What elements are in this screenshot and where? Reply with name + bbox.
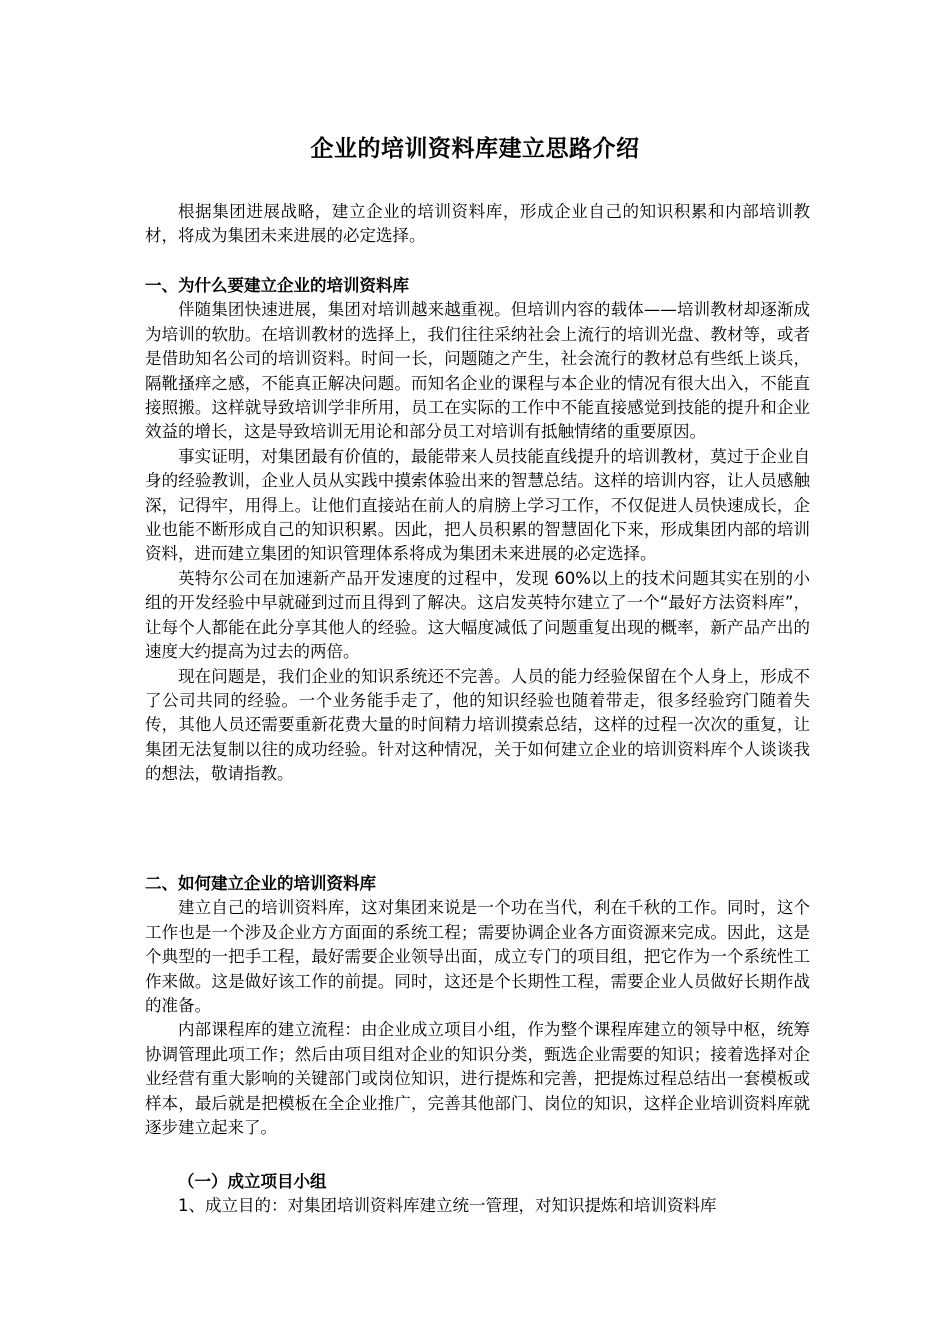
document-title: 企业的培训资料库建立思路介绍 bbox=[310, 136, 640, 162]
section-1-paragraph-4: 现在问题是，我们企业的知识系统还不完善。人员的能力经验保留在个人身上，形成不了公司共同的经验。一个业务能手走了，他的知识经验也随着带走，很多经验窍门随着失传，其他人员还需要重新花费大量的时间精力培训摸索总结，这样的过程一次次的重复，让集团无法复制以往的成功经验。针对这种情况，关于如何建立企业的培训资料库个人谈谈我的想法，敬请指教。 bbox=[145, 666, 810, 784]
section-1 bbox=[145, 274, 810, 787]
section-1-paragraph-3: 英特尔公司在加速新产品开发速度的过程中，发现 60%以上的技术问题其实在别的小组的开发经验中早就碰到过而且得到了解决。这启发英特尔建立了一个“最好方法资料库”，让每个人都能在此分享其他人的经验。这大幅度减低了问题重复出现的概率，新产品产出的速度大约提高为过去的两倍。 bbox=[145, 568, 810, 662]
subsection-1-item-1: 1、成立目的：对集团培训资料库建立统一管理，对知识提炼和培训资料库 bbox=[178, 1196, 717, 1216]
section-1-heading: 一、为什么要建立企业的培训资料库 bbox=[145, 276, 409, 295]
section-2-paragraph-2: 内部课程库的建立流程：由企业成立项目小组，作为整个课程库建立的领导中枢，统筹协调管理此项工作；然后由项目组对企业的知识分类，甄选企业需要的知识；接着选择对企业经营有重大影响的关键部门或岗位知识，进行提炼和完善，把提炼过程总结出一套模板或样本，最后就是把模板在全企业推广，完善其他部门、岗位的知识，这样企业培训资料库就逐步建立起来了。 bbox=[145, 1020, 810, 1138]
subsection-1 bbox=[145, 1170, 810, 1219]
section-1-paragraph-2: 事实证明，对集团最有价值的，最能带来人员技能直线提升的培训教材，莫过于企业自身的经验教训，企业人员从实践中摸索体验出来的智慧总结。这样的培训内容，让人员感触深，记得牢，用得上。让他们直接站在前人的肩膀上学习工作，不仅促进人员快速成长，企业也能不断形成自己的知识积累。因此，把人员积累的智慧固化下来，形成集团内部的培训资料，进而建立集团的知识管理体系将成为集团未来进展的必定选择。 bbox=[145, 446, 810, 564]
section-1-paragraph-1: 伴随集团快速进展，集团对培训越来越重视。但培训内容的载体——培训教材却逐渐成为培训的软肋。在培训教材的选择上，我们往往采纳社会上流行的培训光盘、教材等，或者是借助知名公司的培训资料。时间一长，问题随之产生，社会流行的教材总有些纸上谈兵，隔靴搔痒之感，不能真正解决问题。而知名企业的课程与本企业的情况有很大出入，不能直接照搬。这样就导致培训学非所用，员工在实际的工作中不能直接感觉到技能的提升和企业效益的增长，这是导致培训无用论和部分员工对培训有抵触情绪的重要原因。 bbox=[145, 300, 810, 442]
intro-block bbox=[145, 200, 810, 249]
subsection-1-heading: （一）成立项目小组 bbox=[178, 1172, 327, 1191]
section-2 bbox=[145, 872, 810, 1140]
section-2-heading: 二、如何建立企业的培训资料库 bbox=[145, 874, 376, 893]
intro-paragraph: 根据集团进展战略，建立企业的培训资料库，形成企业自己的知识积累和内部培训教材，将成为集团未来进展的必定选择。 bbox=[145, 202, 810, 246]
section-2-paragraph-1: 建立自己的培训资料库，这对集团来说是一个功在当代，利在千秋的工作。同时，这个工作也是一个涉及企业方方面面的系统工程；需要协调企业各方面资源来完成。因此，这是个典型的一把手工程，最好需要企业领导出面，成立专门的项目组，把它作为一个系统性工作来做。这是做好该工作的前提。同时，这还是个长期性工程，需要企业人员做好长期作战的准备。 bbox=[145, 898, 810, 1016]
